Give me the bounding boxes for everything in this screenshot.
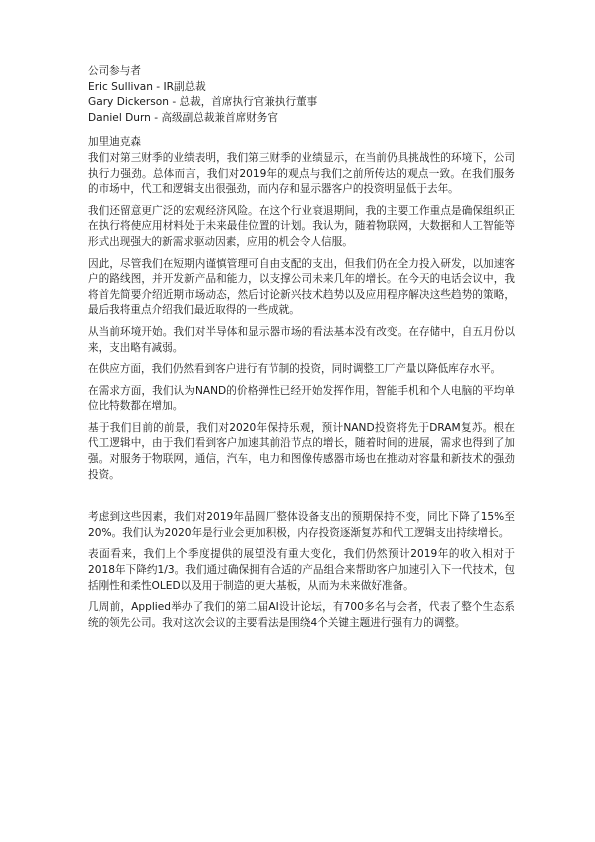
paragraph: 考虑到这些因素，我们对2019年晶圆厂整体设备支出的预期保持不变，同比下降了15%至20%。我们认为2020年是行业会更加积极，内存投资逐渐复苏和代工逻辑支出持续增长。 — [88, 511, 515, 539]
paragraph: 基于我们目前的前景，我们对2020年保持乐观，预计NAND投资将先于DRAM复苏。根在代工逻辑中，由于我们看到客户加速其前沿节点的增长，随着时间的进展，需求也得到了加强。对服务于物联网，通信，汽车，电力和图像传感器市场也在推动对容量和新技术的强劲投资。 — [88, 421, 515, 481]
participant-2: Gary Dickerson - 总裁，首席执行官兼执行董事 — [88, 96, 318, 109]
paragraph: 表面看来，我们上个季度提供的展望没有重大变化，我们仍然预计2019年的收入相对于2018年下降约1/3。我们通过确保拥有合适的产品组合来帮助客户加速引入下一代技术，包括刚性和柔性OLED以及用于制造的更大基板，从而为未来做好准备。 — [88, 548, 515, 592]
paragraph: 因此，尽管我们在短期内谨慎管理可自由支配的支出，但我们仍在全力投入研发，以加速客户的路线图，并开发新产品和能力，以支撑公司未来几年的增长。在今天的电话会议中，我将首先简要介绍近期市场动态，然后讨论新兴技术趋势以及应用程序解决这些趋势的策略，最后我将重点介绍我们最近取得的一些成就。 — [88, 257, 515, 317]
participant-3: Daniel Durn - 高级副总裁兼首席财务官 — [88, 111, 278, 124]
participant-1: Eric Sullivan - IR副总裁 — [88, 80, 206, 93]
paragraph: 在需求方面，我们认为NAND的价格弹性已经开始发挥作用，智能手机和个人电脑的平均单位比特数都在增加。 — [88, 384, 515, 413]
participants-heading: 公司参与者 — [88, 65, 141, 77]
section-gap — [88, 489, 515, 510]
paragraph: 我们对第三财季的业绩表明，我们第三财季的业绩显示，在当前仍具挑战性的环境下，公司执行力强劲。总体而言，我们对2019年的观点与我们之前所传达的观点一致。在我们服务的市场中，代工和逻辑支出很强劲，而内存和显示器客户的投资明显低于去年。 — [88, 151, 515, 196]
speaker-name: 加里迪克森 — [88, 136, 141, 149]
paragraph: 从当前环境开始。我们对半导体和显示器市场的看法基本没有改变。在存储中，自五月份以来，支出略有减弱。 — [88, 325, 515, 354]
paragraph: 几周前，Applied举办了我们的第二届AI设计论坛，有700多名与会者，代表了整个生态系统的领先公司。我对这次会议的主要看法是围绕4个关键主题进行强有力的调整。 — [88, 601, 515, 629]
paragraph: 在供应方面，我们仍然看到客户进行有节制的投资，同时调整工厂产量以降低库存水平。 — [88, 363, 502, 376]
participants-block — [88, 64, 515, 126]
paragraph: 我们还留意更广泛的宏观经济风险。在这个行业衰退期间，我的主要工作重点是确保组织正在执行将使应用材料处于未来最佳位置的计划。我认为，随着物联网，大数据和人工智能等形式出现强大的新需求驱动因素，应用的机会令人信服。 — [88, 204, 515, 248]
